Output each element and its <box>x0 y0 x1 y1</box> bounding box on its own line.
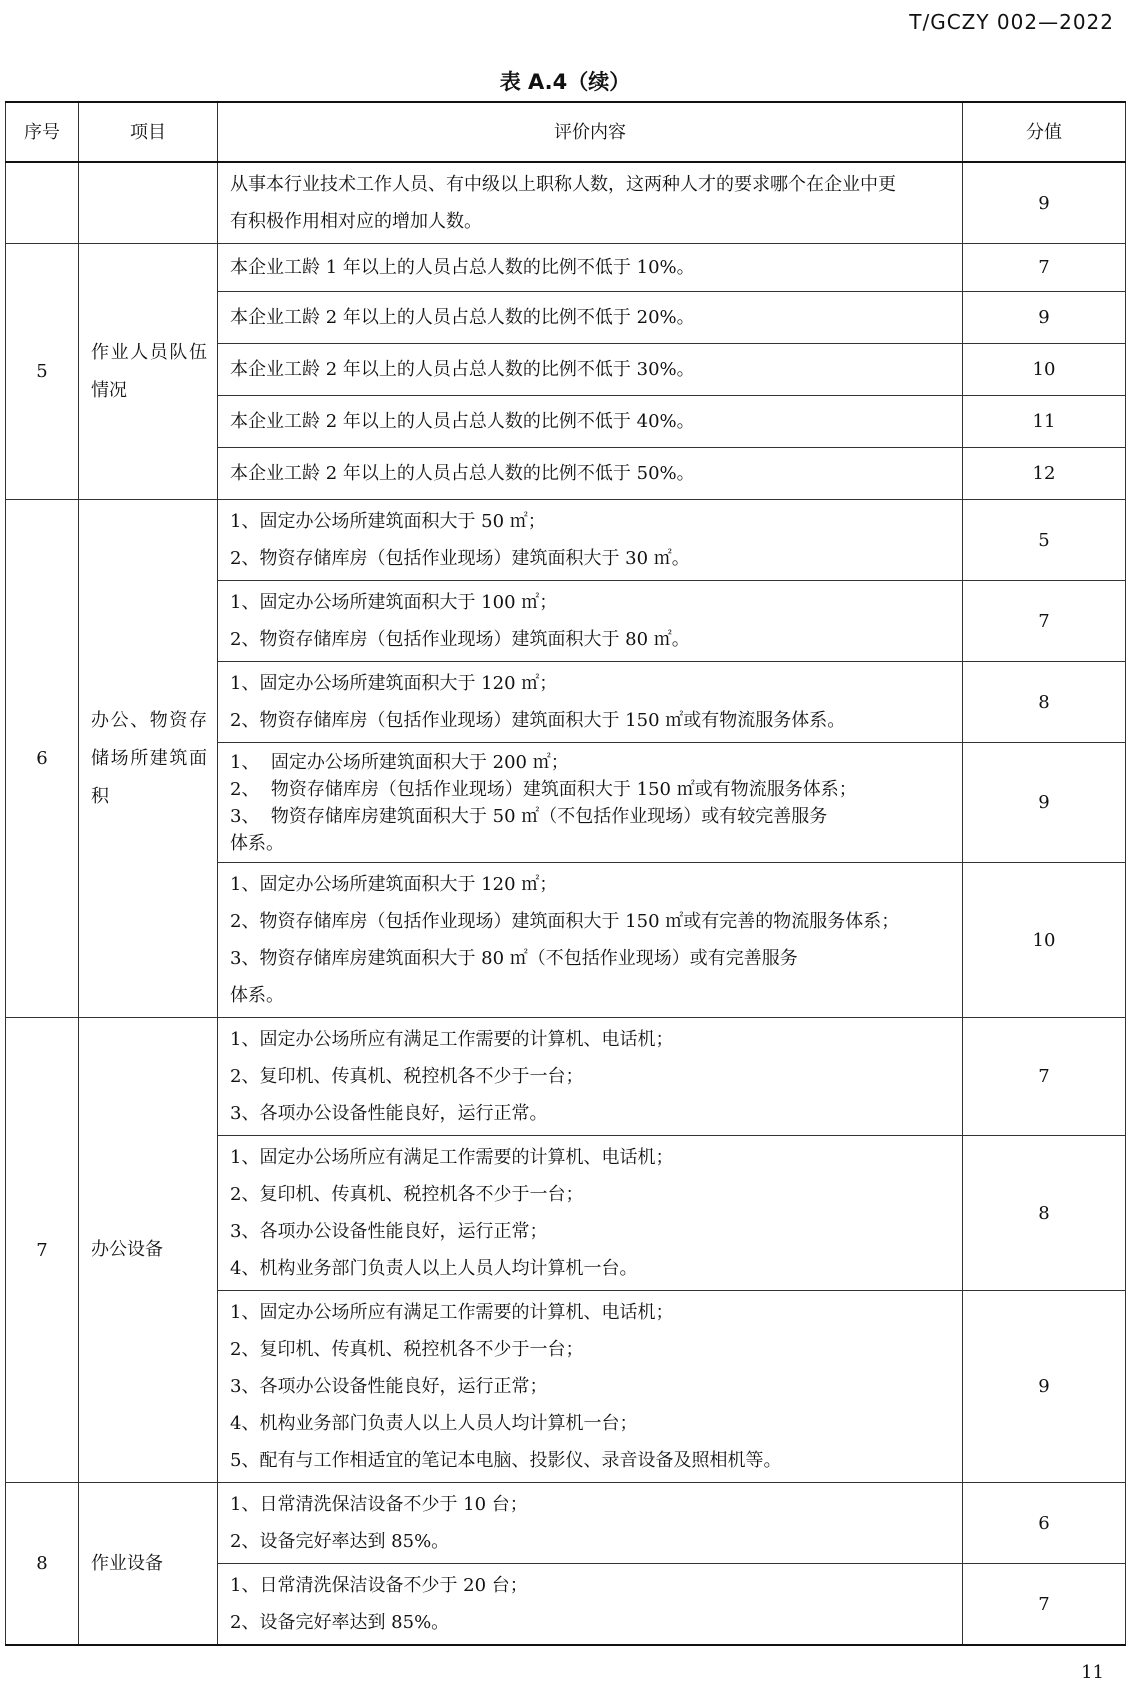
page-number: 11 <box>1081 1662 1104 1683</box>
row-score: 7 <box>963 1018 1126 1136</box>
table-title: 表 A.4（续） <box>499 70 631 94</box>
content-line: 1、 固定办公场所建筑面积大于 200 ㎡； <box>230 751 569 773</box>
content-line: 1、固定办公场所应有满足工作需要的计算机、电话机； <box>230 1029 674 1050</box>
content-line: 3、各项办公设备性能良好，运行正常； <box>230 1221 548 1242</box>
content-line: 2、复印机、传真机、税控机各不少于一台； <box>230 1339 584 1360</box>
item-text: 作业人员队伍情况 <box>91 341 207 401</box>
content-line: 3、 物资存储库房建筑面积大于 50 ㎡（不包括作业现场）或有较完善服务 <box>230 805 828 827</box>
content-line: 1、日常清洗保洁设备不少于 10 台； <box>230 1494 528 1515</box>
table-row <box>6 244 1126 292</box>
content-line: 1、固定办公场所建筑面积大于 100 ㎡； <box>230 592 558 613</box>
row-content <box>218 162 963 244</box>
content-line: 3、各项办公设备性能良好，运行正常。 <box>230 1103 548 1124</box>
content-line: 2、 物资存储库房（包括作业现场）建筑面积大于 150 ㎡或有物流服务体系； <box>230 778 857 800</box>
standard-code: T/GCZY 002—2022 <box>909 10 1114 34</box>
content-line: 3、各项办公设备性能良好，运行正常； <box>230 1376 548 1397</box>
row-content <box>218 662 963 743</box>
row-score: 6 <box>963 1483 1126 1564</box>
item-text: 办公、物资存储场所建筑面积 <box>91 709 207 807</box>
col-header-item: 项目 <box>79 102 218 162</box>
row-content <box>218 292 963 344</box>
row-content <box>218 581 963 662</box>
row-content <box>218 863 963 1018</box>
row-no <box>6 162 79 244</box>
row-score: 5 <box>963 500 1126 581</box>
content-line: 2、物资存储库房（包括作业现场）建筑面积大于 80 ㎡。 <box>230 629 690 650</box>
row-content <box>218 1483 963 1564</box>
row-score: 7 <box>963 581 1126 662</box>
row-score: 9 <box>963 743 1126 863</box>
row-content <box>218 244 963 292</box>
content-line: 5、配有与工作相适宜的笔记本电脑、投影仪、录音设备及照相机等。 <box>230 1450 782 1471</box>
table-row <box>6 162 1126 244</box>
row-score: 9 <box>963 162 1126 244</box>
row-score: 8 <box>963 1136 1126 1291</box>
row-score: 10 <box>963 344 1126 396</box>
content-line: 本企业工龄 2 年以上的人员占总人数的比例不低于 50%。 <box>230 463 695 484</box>
row-content <box>218 344 963 396</box>
content-line: 2、设备完好率达到 85%。 <box>230 1531 450 1552</box>
row-score: 9 <box>963 292 1126 344</box>
row-item <box>79 1483 218 1646</box>
content-line: 1、固定办公场所应有满足工作需要的计算机、电话机； <box>230 1302 674 1323</box>
content-line: 体系。 <box>230 985 284 1006</box>
row-item <box>79 500 218 1018</box>
col-header-no: 序号 <box>6 102 79 162</box>
row-content <box>218 448 963 500</box>
row-content <box>218 1291 963 1483</box>
content-line: 本企业工龄 2 年以上的人员占总人数的比例不低于 40%。 <box>230 411 695 432</box>
row-no: 8 <box>6 1483 79 1646</box>
item-text: 作业设备 <box>91 1552 163 1574</box>
row-content <box>218 500 963 581</box>
content-line: 体系。 <box>230 832 284 854</box>
content-line: 2、物资存储库房（包括作业现场）建筑面积大于 150 ㎡或有完善的物流服务体系； <box>230 911 900 932</box>
content-line: 本企业工龄 2 年以上的人员占总人数的比例不低于 30%。 <box>230 359 695 380</box>
row-score: 8 <box>963 662 1126 743</box>
content-line: 1、日常清洗保洁设备不少于 20 台； <box>230 1575 528 1596</box>
content-line: 1、固定办公场所建筑面积大于 120 ㎡； <box>230 673 558 694</box>
content-line: 本企业工龄 1 年以上的人员占总人数的比例不低于 10%。 <box>230 257 695 278</box>
content-line: 4、机构业务部门负责人以上人员人均计算机一台。 <box>230 1258 638 1279</box>
table-row <box>6 1483 1126 1564</box>
row-score: 7 <box>963 244 1126 292</box>
content-line: 2、复印机、传真机、税控机各不少于一台； <box>230 1184 584 1205</box>
row-score: 10 <box>963 863 1126 1018</box>
row-score: 9 <box>963 1291 1126 1483</box>
content-line: 本企业工龄 2 年以上的人员占总人数的比例不低于 20%。 <box>230 307 695 328</box>
content-line: 2、复印机、传真机、税控机各不少于一台； <box>230 1066 584 1087</box>
table-header-row <box>6 102 1126 162</box>
content-line: 有积极作用相对应的增加人数。 <box>230 211 482 232</box>
row-item <box>79 244 218 500</box>
row-content <box>218 743 963 863</box>
row-no: 5 <box>6 244 79 500</box>
content-line: 2、物资存储库房（包括作业现场）建筑面积大于 30 ㎡。 <box>230 548 690 569</box>
content-line: 1、固定办公场所应有满足工作需要的计算机、电话机； <box>230 1147 674 1168</box>
row-content <box>218 1136 963 1291</box>
row-score: 7 <box>963 1564 1126 1646</box>
row-content <box>218 1018 963 1136</box>
item-text: 办公设备 <box>91 1239 163 1260</box>
content-line: 4、机构业务部门负责人以上人员人均计算机一台； <box>230 1413 638 1434</box>
row-item <box>79 1018 218 1483</box>
row-no: 6 <box>6 500 79 1018</box>
evaluation-table <box>5 101 1126 1646</box>
col-header-content: 评价内容 <box>218 102 963 162</box>
row-no: 7 <box>6 1018 79 1483</box>
table-row <box>6 500 1126 581</box>
row-content <box>218 1564 963 1646</box>
col-header-score: 分值 <box>963 102 1126 162</box>
content-line: 3、物资存储库房建筑面积大于 80 ㎡（不包括作业现场）或有完善服务 <box>230 948 798 969</box>
row-item <box>79 162 218 244</box>
content-line: 1、固定办公场所建筑面积大于 50 ㎡； <box>230 511 546 532</box>
content-line: 2、设备完好率达到 85%。 <box>230 1612 450 1633</box>
row-score: 11 <box>963 396 1126 448</box>
row-score: 12 <box>963 448 1126 500</box>
table-row <box>6 1018 1126 1136</box>
content-line: 1、固定办公场所建筑面积大于 120 ㎡； <box>230 874 558 895</box>
content-line: 从事本行业技术工作人员、有中级以上职称人数，这两种人才的要求哪个在企业中更 <box>230 174 896 195</box>
row-content <box>218 396 963 448</box>
content-line: 2、物资存储库房（包括作业现场）建筑面积大于 150 ㎡或有物流服务体系。 <box>230 710 846 731</box>
